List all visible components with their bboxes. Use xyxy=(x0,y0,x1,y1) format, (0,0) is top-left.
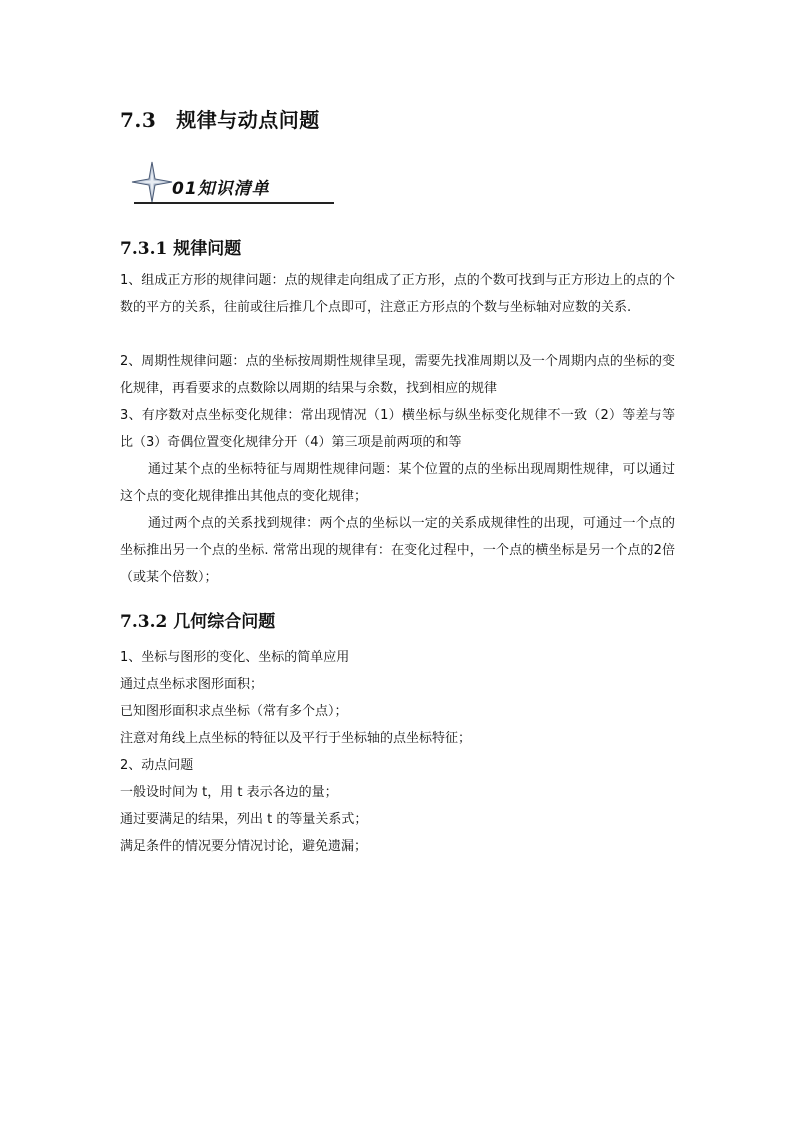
banner-divider xyxy=(134,202,334,204)
section-heading-patterns: 7.3.1 规律问题 xyxy=(120,239,242,259)
paragraph-ordered-pair-pattern: 3、有序数对点坐标变化规律：常出现情况（1）横坐标与纵坐标变化规律不一致（2）等差与等比（3）奇偶位置变化规律分开（4）第三项是前两项的和等 xyxy=(120,408,675,450)
paragraph-single-point-pattern: 通过某个点的坐标特征与周期性规律问题：某个位置的点的坐标出现周期性规律，可以通过这个点的变化规律推出其他点的变化规律； xyxy=(120,462,675,504)
paragraph-periodic-pattern: 2、周期性规律问题：点的坐标按周期性规律呈现，需要先找准周期以及一个周期内点的坐标的变化规律，再看要求的点数除以周期的结果与余数，找到相应的规律 xyxy=(120,354,675,396)
list-item: 注意对角线上点坐标的特征以及平行于坐标轴的点坐标特征； xyxy=(120,731,472,746)
title-number: 7.3 xyxy=(120,108,157,132)
paragraph-two-point-pattern: 通过两个点的关系找到规律：两个点的坐标以一定的关系成规律性的出现，可通过一个点的坐标推出另一个点的坐标. 常常出现的规律有：在变化过程中，一个点的横坐标是另一个点的2倍（或某个倍数）； xyxy=(120,516,675,585)
section-heading-geometry: 7.3.2 几何综合问题 xyxy=(120,612,276,632)
compass-star-icon xyxy=(130,160,174,204)
list-item: 满足条件的情况要分情况讨论，避免遗漏； xyxy=(120,839,368,854)
banner-label: 01知识清单 xyxy=(172,179,270,199)
list-item: 通过要满足的结果，列出 t 的等量关系式； xyxy=(120,812,368,827)
section-banner xyxy=(130,160,334,206)
list-item: 一般设时间为 t，用 t 表示各边的量； xyxy=(120,785,338,800)
page-title xyxy=(120,104,320,133)
list-item: 通过点坐标求图形面积； xyxy=(120,677,264,692)
paragraph-square-pattern: 1、组成正方形的规律问题：点的规律走向组成了正方形，点的个数可找到与正方形边上的点的个数的平方的关系，往前或往后推几个点即可，注意正方形点的个数与坐标轴对应数的关系. xyxy=(120,273,675,315)
list-item: 已知图形面积求点坐标（常有多个点）； xyxy=(120,704,348,719)
list-item: 2、动点问题 xyxy=(120,758,194,773)
title-text: 规律与动点问题 xyxy=(176,108,320,132)
list-item: 1、坐标与图形的变化、坐标的简单应用 xyxy=(120,650,350,665)
